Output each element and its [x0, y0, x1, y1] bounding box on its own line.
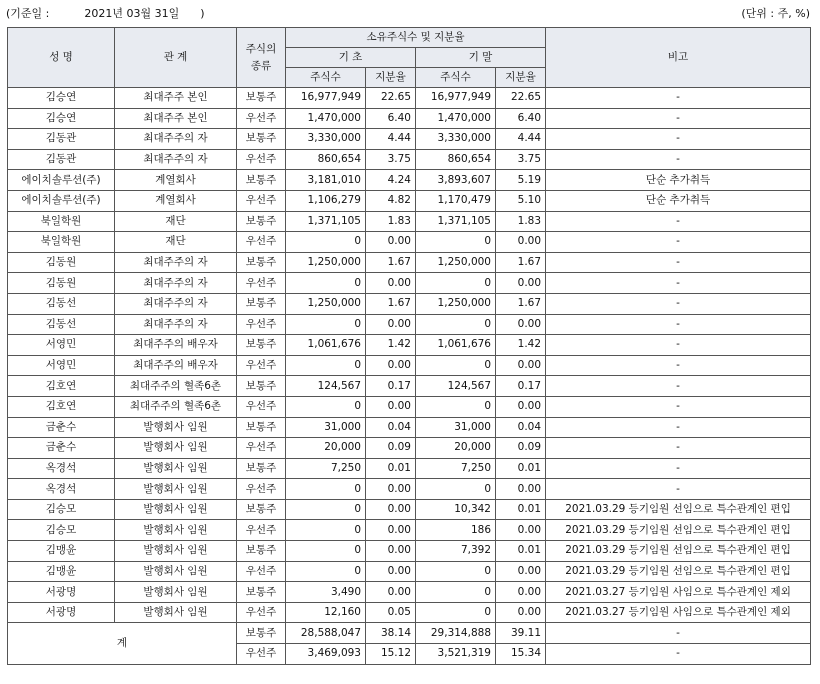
end-ratio-cell: 0.00 [496, 479, 546, 500]
end-ratio-cell: 5.19 [496, 170, 546, 191]
relation-cell: 발행회사 임원 [115, 458, 237, 479]
end-ratio-cell: 0.00 [496, 520, 546, 541]
table-row [8, 293, 811, 314]
total-end-ratio-cell: 39.11 [496, 623, 546, 644]
begin-ratio-cell: 0.05 [366, 602, 416, 623]
relation-cell: 재단 [115, 211, 237, 232]
table-row [8, 252, 811, 273]
total-label: 계 [8, 623, 237, 664]
end-shares-cell: 0 [416, 479, 496, 500]
note-cell: - [546, 252, 811, 273]
stock-type-cell: 우선주 [237, 273, 286, 294]
begin-ratio-cell: 0.00 [366, 499, 416, 520]
end-shares-cell: 1,470,000 [416, 108, 496, 129]
note-cell: 2021.03.29 등기임원 선임으로 특수관계인 편입 [546, 561, 811, 582]
table-row [8, 190, 811, 211]
stock-type-cell: 보통주 [237, 458, 286, 479]
note-cell: 2021.03.27 등기임원 사임으로 특수관계인 제외 [546, 582, 811, 603]
name-cell: 북일학원 [8, 232, 115, 253]
stock-type-cell: 보통주 [237, 88, 286, 109]
begin-ratio-cell: 0.00 [366, 520, 416, 541]
end-ratio-cell: 0.00 [496, 232, 546, 253]
table-row [8, 232, 811, 253]
note-cell: - [546, 458, 811, 479]
note-cell: - [546, 417, 811, 438]
end-shares-cell: 7,250 [416, 458, 496, 479]
stock-type-cell: 우선주 [237, 108, 286, 129]
relation-cell: 발행회사 임원 [115, 541, 237, 562]
total-begin-shares-cell: 28,588,047 [286, 623, 366, 644]
begin-shares-cell: 1,371,105 [286, 211, 366, 232]
begin-ratio-cell: 0.00 [366, 541, 416, 562]
end-shares-cell: 10,342 [416, 499, 496, 520]
begin-shares-cell: 1,250,000 [286, 252, 366, 273]
end-ratio-cell: 1.42 [496, 335, 546, 356]
begin-shares-cell: 1,106,279 [286, 190, 366, 211]
name-cell: 금춘수 [8, 438, 115, 459]
begin-ratio-cell: 0.00 [366, 582, 416, 603]
relation-cell: 재단 [115, 232, 237, 253]
stock-type-cell: 보통주 [237, 376, 286, 397]
note-cell: - [546, 376, 811, 397]
end-shares-cell: 0 [416, 602, 496, 623]
end-ratio-cell: 0.04 [496, 417, 546, 438]
begin-shares-cell: 0 [286, 396, 366, 417]
begin-shares-cell: 860,654 [286, 149, 366, 170]
begin-shares-cell: 12,160 [286, 602, 366, 623]
begin-shares-cell: 16,977,949 [286, 88, 366, 109]
relation-cell: 최대주주 본인 [115, 108, 237, 129]
end-ratio-cell: 0.00 [496, 355, 546, 376]
begin-ratio-cell: 0.00 [366, 396, 416, 417]
stock-type-cell: 우선주 [237, 396, 286, 417]
header-relation: 관 계 [115, 28, 237, 88]
begin-ratio-cell: 1.67 [366, 252, 416, 273]
note-cell: - [546, 396, 811, 417]
name-cell: 김동원 [8, 252, 115, 273]
begin-shares-cell: 31,000 [286, 417, 366, 438]
note-cell: - [546, 108, 811, 129]
header-begin: 기 초 [286, 48, 416, 68]
note-cell: - [546, 335, 811, 356]
table-row [8, 314, 811, 335]
name-cell: 에이치솔루션(주) [8, 170, 115, 191]
end-shares-cell: 3,330,000 [416, 129, 496, 150]
end-ratio-cell: 0.09 [496, 438, 546, 459]
begin-ratio-cell: 4.44 [366, 129, 416, 150]
table-row [8, 355, 811, 376]
relation-cell: 발행회사 임원 [115, 479, 237, 500]
name-cell: 북일학원 [8, 211, 115, 232]
begin-ratio-cell: 0.04 [366, 417, 416, 438]
begin-ratio-cell: 0.09 [366, 438, 416, 459]
name-cell: 김동관 [8, 149, 115, 170]
table-row [8, 88, 811, 109]
table-row [8, 479, 811, 500]
name-cell: 에이치솔루션(주) [8, 190, 115, 211]
unit-label: (단위 : 주, %) [741, 7, 810, 20]
begin-ratio-cell: 0.17 [366, 376, 416, 397]
note-cell: - [546, 273, 811, 294]
base-date-close: ) [200, 7, 205, 20]
table-row [8, 273, 811, 294]
end-shares-cell: 1,170,479 [416, 190, 496, 211]
end-ratio-cell: 0.00 [496, 273, 546, 294]
total-stock-type-cell: 보통주 [237, 623, 286, 644]
name-cell: 김승연 [8, 108, 115, 129]
stock-type-cell: 우선주 [237, 149, 286, 170]
table-row [8, 396, 811, 417]
total-end-ratio-cell: 15.34 [496, 644, 546, 665]
total-end-shares-cell: 3,521,319 [416, 644, 496, 665]
begin-shares-cell: 3,181,010 [286, 170, 366, 191]
note-cell: - [546, 149, 811, 170]
end-shares-cell: 186 [416, 520, 496, 541]
end-ratio-cell: 1.67 [496, 293, 546, 314]
end-shares-cell: 0 [416, 561, 496, 582]
end-shares-cell: 0 [416, 314, 496, 335]
total-begin-shares-cell: 3,469,093 [286, 644, 366, 665]
stock-type-cell: 보통주 [237, 541, 286, 562]
end-shares-cell: 1,061,676 [416, 335, 496, 356]
stock-type-cell: 보통주 [237, 582, 286, 603]
relation-cell: 최대주주의 배우자 [115, 335, 237, 356]
relation-cell: 최대주주 본인 [115, 88, 237, 109]
stock-type-cell: 우선주 [237, 561, 286, 582]
begin-shares-cell: 0 [286, 355, 366, 376]
total-end-shares-cell: 29,314,888 [416, 623, 496, 644]
relation-cell: 발행회사 임원 [115, 520, 237, 541]
name-cell: 김동선 [8, 293, 115, 314]
relation-cell: 최대주주의 자 [115, 293, 237, 314]
end-ratio-cell: 1.67 [496, 252, 546, 273]
relation-cell: 최대주주의 자 [115, 149, 237, 170]
name-cell: 김동원 [8, 273, 115, 294]
end-ratio-cell: 6.40 [496, 108, 546, 129]
begin-shares-cell: 1,470,000 [286, 108, 366, 129]
table-row [8, 499, 811, 520]
total-note-cell: - [546, 623, 811, 644]
relation-cell: 발행회사 임원 [115, 602, 237, 623]
table-row [8, 417, 811, 438]
stock-type-cell: 보통주 [237, 170, 286, 191]
begin-ratio-cell: 0.00 [366, 355, 416, 376]
end-ratio-cell: 0.17 [496, 376, 546, 397]
begin-ratio-cell: 0.00 [366, 273, 416, 294]
note-cell: - [546, 211, 811, 232]
note-cell: - [546, 438, 811, 459]
relation-cell: 발행회사 임원 [115, 561, 237, 582]
shareholding-table [7, 27, 811, 665]
name-cell: 김동선 [8, 314, 115, 335]
relation-cell: 발행회사 임원 [115, 417, 237, 438]
name-cell: 김호연 [8, 396, 115, 417]
note-cell: - [546, 479, 811, 500]
end-ratio-cell: 0.00 [496, 582, 546, 603]
begin-shares-cell: 0 [286, 314, 366, 335]
relation-cell: 최대주주의 혈족6촌 [115, 376, 237, 397]
stock-type-cell: 보통주 [237, 417, 286, 438]
end-ratio-cell: 22.65 [496, 88, 546, 109]
name-cell: 김호연 [8, 376, 115, 397]
begin-ratio-cell: 0.01 [366, 458, 416, 479]
end-ratio-cell: 0.01 [496, 458, 546, 479]
table-row [8, 108, 811, 129]
begin-ratio-cell: 1.42 [366, 335, 416, 356]
name-cell: 옥경석 [8, 458, 115, 479]
header-note: 비고 [546, 28, 811, 88]
name-cell: 서광명 [8, 602, 115, 623]
header-end-ratio: 지분율 [496, 68, 546, 88]
header-begin-ratio: 지분율 [366, 68, 416, 88]
stock-type-cell: 보통주 [237, 499, 286, 520]
begin-ratio-cell: 1.83 [366, 211, 416, 232]
table-row [8, 458, 811, 479]
begin-shares-cell: 0 [286, 520, 366, 541]
name-cell: 서광명 [8, 582, 115, 603]
name-cell: 서영민 [8, 355, 115, 376]
relation-cell: 최대주주의 혈족6촌 [115, 396, 237, 417]
note-cell: - [546, 129, 811, 150]
stock-type-cell: 보통주 [237, 335, 286, 356]
relation-cell: 발행회사 임원 [115, 582, 237, 603]
note-cell: 단순 추가취득 [546, 190, 811, 211]
stock-type-cell: 우선주 [237, 355, 286, 376]
end-ratio-cell: 0.01 [496, 499, 546, 520]
base-date-label: (기준일 : [6, 7, 50, 20]
stock-type-cell: 우선주 [237, 314, 286, 335]
begin-ratio-cell: 0.00 [366, 479, 416, 500]
end-shares-cell: 0 [416, 396, 496, 417]
end-ratio-cell: 0.00 [496, 396, 546, 417]
stock-type-cell: 보통주 [237, 211, 286, 232]
end-shares-cell: 0 [416, 355, 496, 376]
begin-shares-cell: 7,250 [286, 458, 366, 479]
begin-shares-cell: 0 [286, 479, 366, 500]
note-cell: 단순 추가취득 [546, 170, 811, 191]
end-ratio-cell: 0.00 [496, 602, 546, 623]
stock-type-cell: 우선주 [237, 602, 286, 623]
total-note-cell: - [546, 644, 811, 665]
end-ratio-cell: 0.00 [496, 314, 546, 335]
begin-shares-cell: 1,250,000 [286, 293, 366, 314]
table-caption-bar [0, 0, 820, 26]
stock-type-cell: 보통주 [237, 129, 286, 150]
begin-shares-cell: 0 [286, 232, 366, 253]
begin-ratio-cell: 4.82 [366, 190, 416, 211]
note-cell: 2021.03.27 등기임원 사임으로 특수관계인 제외 [546, 602, 811, 623]
table-row [8, 170, 811, 191]
table-row [8, 520, 811, 541]
end-ratio-cell: 1.83 [496, 211, 546, 232]
name-cell: 김승연 [8, 88, 115, 109]
end-shares-cell: 16,977,949 [416, 88, 496, 109]
end-ratio-cell: 5.10 [496, 190, 546, 211]
relation-cell: 최대주주의 자 [115, 252, 237, 273]
note-cell: - [546, 314, 811, 335]
table-row [8, 438, 811, 459]
begin-shares-cell: 3,330,000 [286, 129, 366, 150]
relation-cell: 계열회사 [115, 170, 237, 191]
begin-ratio-cell: 6.40 [366, 108, 416, 129]
relation-cell: 최대주주의 자 [115, 273, 237, 294]
table-row [8, 149, 811, 170]
stock-type-cell: 우선주 [237, 438, 286, 459]
note-cell: 2021.03.29 등기임원 선임으로 특수관계인 편입 [546, 520, 811, 541]
name-cell: 김승모 [8, 499, 115, 520]
end-shares-cell: 0 [416, 582, 496, 603]
total-row [8, 623, 811, 644]
total-begin-ratio-cell: 38.14 [366, 623, 416, 644]
begin-shares-cell: 0 [286, 561, 366, 582]
name-cell: 금춘수 [8, 417, 115, 438]
end-ratio-cell: 0.01 [496, 541, 546, 562]
end-shares-cell: 124,567 [416, 376, 496, 397]
name-cell: 김맹윤 [8, 541, 115, 562]
table-row [8, 129, 811, 150]
table-row [8, 582, 811, 603]
header-stock-type: 주식의 종류 [237, 28, 286, 88]
table-row [8, 335, 811, 356]
begin-shares-cell: 3,490 [286, 582, 366, 603]
stock-type-cell: 보통주 [237, 293, 286, 314]
table-row [8, 376, 811, 397]
begin-shares-cell: 124,567 [286, 376, 366, 397]
base-date-value: 2021년 03월 31일 [84, 7, 180, 20]
table-row [8, 561, 811, 582]
stock-type-cell: 우선주 [237, 520, 286, 541]
table-body [8, 88, 811, 665]
name-cell: 서영민 [8, 335, 115, 356]
end-shares-cell: 1,250,000 [416, 252, 496, 273]
end-shares-cell: 860,654 [416, 149, 496, 170]
name-cell: 김맹윤 [8, 561, 115, 582]
base-date [6, 5, 204, 21]
note-cell: 2021.03.29 등기임원 선임으로 특수관계인 편입 [546, 541, 811, 562]
begin-ratio-cell: 22.65 [366, 88, 416, 109]
header-begin-shares: 주식수 [286, 68, 366, 88]
note-cell: - [546, 355, 811, 376]
end-shares-cell: 0 [416, 273, 496, 294]
begin-ratio-cell: 3.75 [366, 149, 416, 170]
header-name: 성 명 [8, 28, 115, 88]
relation-cell: 최대주주의 자 [115, 129, 237, 150]
begin-ratio-cell: 1.67 [366, 293, 416, 314]
end-ratio-cell: 3.75 [496, 149, 546, 170]
relation-cell: 최대주주의 배우자 [115, 355, 237, 376]
table-row [8, 211, 811, 232]
begin-shares-cell: 20,000 [286, 438, 366, 459]
stock-type-cell: 우선주 [237, 479, 286, 500]
begin-ratio-cell: 0.00 [366, 232, 416, 253]
table-row [8, 541, 811, 562]
begin-shares-cell: 1,061,676 [286, 335, 366, 356]
relation-cell: 발행회사 임원 [115, 499, 237, 520]
relation-cell: 계열회사 [115, 190, 237, 211]
end-shares-cell: 31,000 [416, 417, 496, 438]
header-owned: 소유주식수 및 지분율 [286, 28, 546, 48]
end-shares-cell: 20,000 [416, 438, 496, 459]
begin-shares-cell: 0 [286, 273, 366, 294]
relation-cell: 발행회사 임원 [115, 438, 237, 459]
end-shares-cell: 3,893,607 [416, 170, 496, 191]
begin-shares-cell: 0 [286, 541, 366, 562]
end-shares-cell: 1,250,000 [416, 293, 496, 314]
end-ratio-cell: 0.00 [496, 561, 546, 582]
total-stock-type-cell: 우선주 [237, 644, 286, 665]
end-ratio-cell: 4.44 [496, 129, 546, 150]
name-cell: 옥경석 [8, 479, 115, 500]
header-end: 기 말 [416, 48, 546, 68]
stock-type-cell: 우선주 [237, 232, 286, 253]
stock-type-cell: 우선주 [237, 190, 286, 211]
end-shares-cell: 7,392 [416, 541, 496, 562]
note-cell: 2021.03.29 등기임원 선임으로 특수관계인 편입 [546, 499, 811, 520]
note-cell: - [546, 88, 811, 109]
note-cell: - [546, 232, 811, 253]
header-end-shares: 주식수 [416, 68, 496, 88]
name-cell: 김동관 [8, 129, 115, 150]
end-shares-cell: 0 [416, 232, 496, 253]
begin-ratio-cell: 0.00 [366, 561, 416, 582]
note-cell: - [546, 293, 811, 314]
stock-type-cell: 보통주 [237, 252, 286, 273]
total-begin-ratio-cell: 15.12 [366, 644, 416, 665]
begin-shares-cell: 0 [286, 499, 366, 520]
relation-cell: 최대주주의 자 [115, 314, 237, 335]
begin-ratio-cell: 4.24 [366, 170, 416, 191]
table-row [8, 602, 811, 623]
end-shares-cell: 1,371,105 [416, 211, 496, 232]
begin-ratio-cell: 0.00 [366, 314, 416, 335]
name-cell: 김승모 [8, 520, 115, 541]
